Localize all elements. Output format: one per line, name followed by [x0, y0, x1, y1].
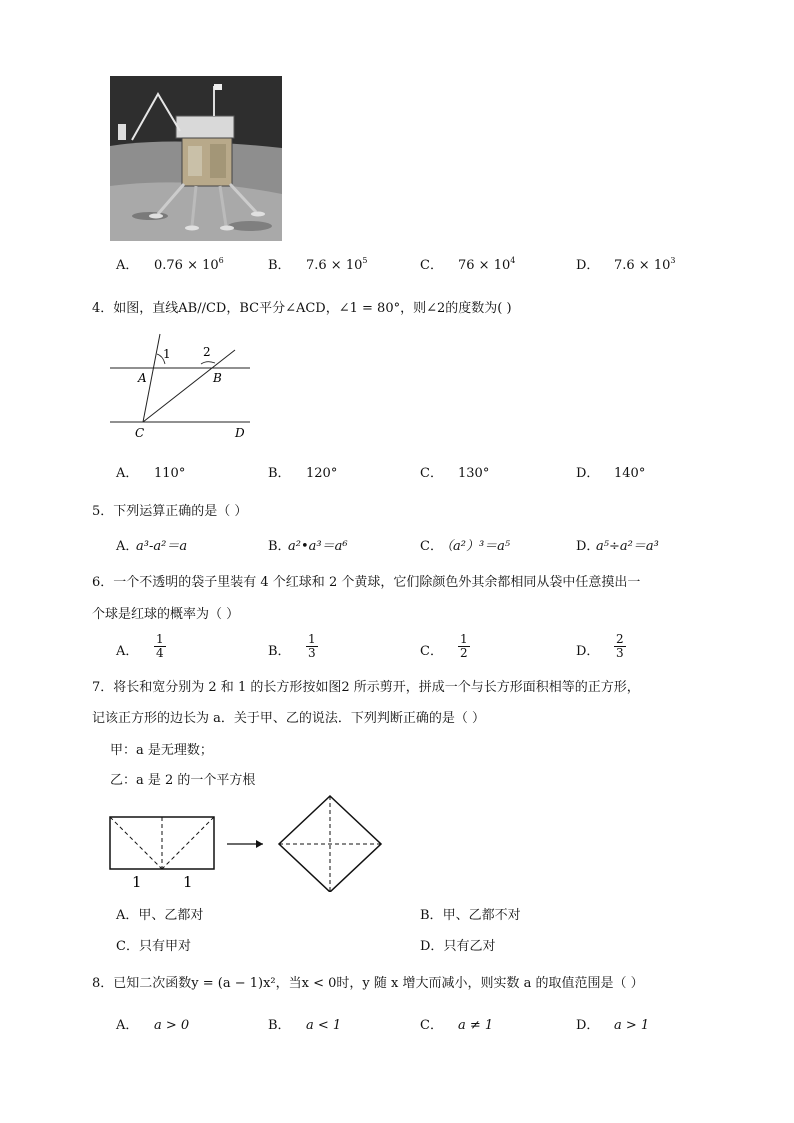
q8-options [116, 1014, 716, 1034]
q3-option-a[interactable]: A． $0.76 \times 10^6$ [116, 256, 224, 273]
q8-option-c[interactable]: C． a ≠ 1 [420, 1018, 494, 1033]
q8-option-a[interactable]: A． a > 0 [116, 1018, 190, 1033]
q4-option-c[interactable]: C． 130° [420, 466, 490, 481]
q5-option-d[interactable]: D．a⁵÷a²＝a³ [576, 539, 659, 554]
q3-option-b[interactable]: B． $7.6 \times 10^5$ [268, 256, 368, 273]
width-label-left: 1 [132, 873, 142, 891]
label-b: B [213, 371, 222, 385]
q5-option-a[interactable]: A．a³-a²＝a [116, 539, 188, 554]
line-cb [143, 350, 235, 422]
q7-statement-jia: 甲：a 是无理数； [110, 743, 213, 758]
q5-option-c[interactable]: C．（a²）³＝a⁵ [420, 539, 511, 554]
lunar-lander-photo [110, 76, 282, 241]
q6-option-a[interactable]: A． $\frac{1}{4}$ [116, 632, 164, 660]
q8-option-d[interactable]: D． a > 1 [576, 1018, 650, 1033]
width-label-right: 1 [183, 873, 193, 891]
q8-option-b[interactable]: B． a < 1 [268, 1018, 342, 1033]
q6-options [116, 634, 716, 666]
angle-2-arc [201, 362, 215, 364]
q5-options [116, 535, 716, 555]
label-2: 2 [203, 345, 211, 359]
q4-options [116, 462, 716, 482]
q7-option-c[interactable]: C．只有甲对 [116, 939, 191, 954]
q5-stem: 5．下列运算正确的是（ ） [92, 504, 248, 519]
q4-figure [105, 332, 255, 442]
q5-option-b[interactable]: B．a²•a³＝a⁶ [268, 539, 348, 554]
q3-option-c[interactable]: C． $76 \times 10^4$ [420, 256, 516, 273]
q7-option-a[interactable]: A．甲、乙都对 [116, 908, 204, 923]
q8-stem: 8．已知二次函数y = (a − 1)x²，当x < 0时，y 随 x 增大而减小，则实数 a 的取值范围是（ ） [92, 976, 644, 991]
q3-option-d[interactable]: D． $7.6 \times 10^3$ [576, 256, 676, 273]
lunar-lander-illustration [110, 76, 282, 241]
q7-option-d[interactable]: D．只有乙对 [420, 939, 496, 954]
q4-option-a[interactable]: A． 110° [116, 466, 186, 481]
q4-stem: 4．如图，直线AB//CD，BC平分∠ACD，∠1 = 80°，则∠2的度数为( ) [92, 301, 512, 316]
label-c: C [135, 426, 145, 440]
q7-stem-line1: 7．将长和宽分别为 2 和 1 的长方形按如图2 所示剪开，拼成一个与长方形面积相等的正方形， [92, 680, 640, 695]
q7-stem-line2: 记该正方形的边长为 a．关于甲、乙的说法．下列判断正确的是（ ） [92, 711, 486, 726]
q4-option-b[interactable]: B． 120° [268, 466, 338, 481]
q6-option-b[interactable]: B． $\frac{1}{3}$ [268, 632, 316, 660]
q7-figure [105, 792, 390, 892]
q4-option-d[interactable]: D． 140° [576, 466, 646, 481]
label-d: D [235, 426, 245, 440]
q6-stem-line1: 6．一个不透明的袋子里装有 4 个红球和 2 个黄球，它们除颜色外其余都相同从袋中任意摸出一 [92, 575, 641, 590]
q7-statement-yi: 乙：a 是 2 的一个平方根 [110, 773, 256, 788]
q6-option-d[interactable]: D． $\frac{2}{3}$ [576, 632, 624, 660]
label-a: A [138, 371, 147, 385]
q3-options [116, 254, 716, 274]
label-1: 1 [163, 347, 171, 361]
q7-option-b[interactable]: B．甲、乙都不对 [420, 908, 521, 923]
q6-stem-line2: 个球是红球的概率为（ ） [92, 607, 240, 622]
q6-option-c[interactable]: C． $\frac{1}{2}$ [420, 632, 468, 660]
